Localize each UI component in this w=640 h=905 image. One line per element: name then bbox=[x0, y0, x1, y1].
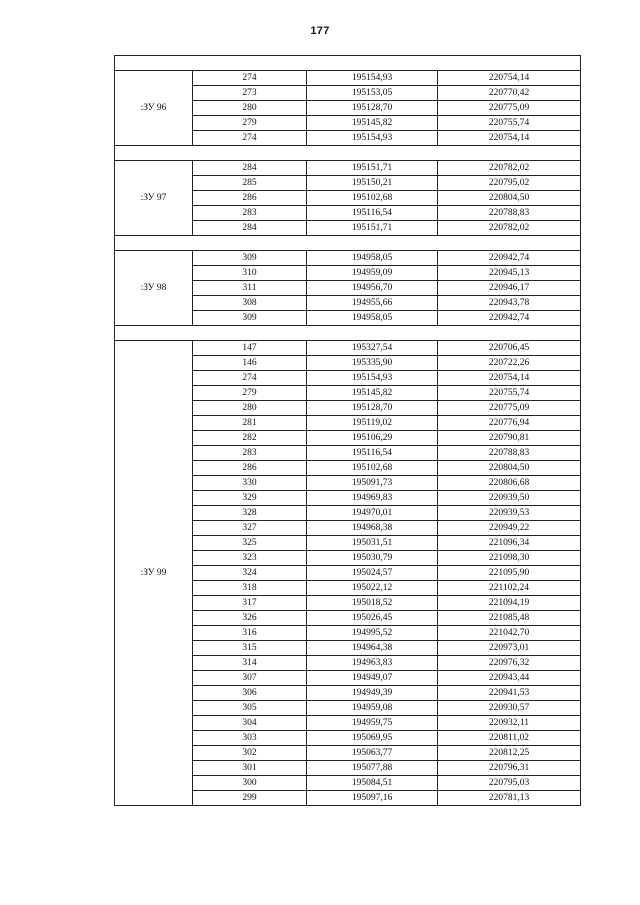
x-coordinate-cell: 195128,70 bbox=[307, 101, 438, 116]
x-coordinate-cell: 194995,52 bbox=[307, 626, 438, 641]
table-row bbox=[115, 71, 581, 86]
point-number-cell: 147 bbox=[193, 341, 307, 356]
point-number-cell: 318 bbox=[193, 581, 307, 596]
point-number-cell: 280 bbox=[193, 401, 307, 416]
y-coordinate-cell: 220795,03 bbox=[438, 776, 581, 791]
separator-cell bbox=[115, 236, 581, 251]
point-number-cell: 326 bbox=[193, 611, 307, 626]
y-coordinate-cell: 220806,68 bbox=[438, 476, 581, 491]
y-coordinate-cell: 220804,50 bbox=[438, 191, 581, 206]
x-coordinate-cell: 194949,07 bbox=[307, 671, 438, 686]
x-coordinate-cell: 195084,51 bbox=[307, 776, 438, 791]
y-coordinate-cell: 220775,09 bbox=[438, 401, 581, 416]
x-coordinate-cell: 194959,75 bbox=[307, 716, 438, 731]
x-coordinate-cell: 195097,16 bbox=[307, 791, 438, 806]
plot-name-cell: :ЗУ 98 bbox=[115, 251, 193, 326]
point-number-cell: 317 bbox=[193, 596, 307, 611]
y-coordinate-cell: 220754,14 bbox=[438, 131, 581, 146]
page-number: 177 bbox=[310, 25, 330, 37]
point-number-cell: 274 bbox=[193, 71, 307, 86]
point-number-cell: 301 bbox=[193, 761, 307, 776]
separator-row bbox=[115, 146, 581, 161]
coordinates-table-body bbox=[115, 56, 581, 806]
y-coordinate-cell: 220811,02 bbox=[438, 731, 581, 746]
y-coordinate-cell: 220949,22 bbox=[438, 521, 581, 536]
point-number-cell: 273 bbox=[193, 86, 307, 101]
coordinates-table bbox=[114, 55, 581, 806]
x-coordinate-cell: 195145,82 bbox=[307, 116, 438, 131]
x-coordinate-cell: 194955,66 bbox=[307, 296, 438, 311]
point-number-cell: 329 bbox=[193, 491, 307, 506]
point-number-cell: 303 bbox=[193, 731, 307, 746]
x-coordinate-cell: 194963,83 bbox=[307, 656, 438, 671]
point-number-cell: 316 bbox=[193, 626, 307, 641]
point-number-cell: 306 bbox=[193, 686, 307, 701]
y-coordinate-cell: 221085,48 bbox=[438, 611, 581, 626]
plot-name-cell: :ЗУ 99 bbox=[115, 341, 193, 806]
y-coordinate-cell: 220775,09 bbox=[438, 101, 581, 116]
x-coordinate-cell: 194968,38 bbox=[307, 521, 438, 536]
point-number-cell: 274 bbox=[193, 371, 307, 386]
y-coordinate-cell: 220722,26 bbox=[438, 356, 581, 371]
y-coordinate-cell: 220939,53 bbox=[438, 506, 581, 521]
x-coordinate-cell: 194958,05 bbox=[307, 251, 438, 266]
x-coordinate-cell: 195151,71 bbox=[307, 161, 438, 176]
point-number-cell: 305 bbox=[193, 701, 307, 716]
point-number-cell: 282 bbox=[193, 431, 307, 446]
y-coordinate-cell: 220706,45 bbox=[438, 341, 581, 356]
y-coordinate-cell: 220782,02 bbox=[438, 221, 581, 236]
table-row bbox=[115, 341, 581, 356]
x-coordinate-cell: 195154,93 bbox=[307, 71, 438, 86]
point-number-cell: 308 bbox=[193, 296, 307, 311]
point-number-cell: 314 bbox=[193, 656, 307, 671]
point-number-cell: 304 bbox=[193, 716, 307, 731]
table-row bbox=[115, 161, 581, 176]
point-number-cell: 330 bbox=[193, 476, 307, 491]
point-number-cell: 310 bbox=[193, 266, 307, 281]
y-coordinate-cell: 220770,42 bbox=[438, 86, 581, 101]
separator-row bbox=[115, 236, 581, 251]
x-coordinate-cell: 195119,02 bbox=[307, 416, 438, 431]
x-coordinate-cell: 195116,54 bbox=[307, 446, 438, 461]
x-coordinate-cell: 194958,05 bbox=[307, 311, 438, 326]
plot-name-cell: :ЗУ 96 bbox=[115, 71, 193, 146]
y-coordinate-cell: 221096,34 bbox=[438, 536, 581, 551]
point-number-cell: 315 bbox=[193, 641, 307, 656]
y-coordinate-cell: 220795,02 bbox=[438, 176, 581, 191]
point-number-cell: 323 bbox=[193, 551, 307, 566]
point-number-cell: 146 bbox=[193, 356, 307, 371]
x-coordinate-cell: 195063,77 bbox=[307, 746, 438, 761]
separator-cell bbox=[115, 56, 581, 71]
y-coordinate-cell: 220942,74 bbox=[438, 251, 581, 266]
point-number-cell: 279 bbox=[193, 386, 307, 401]
y-coordinate-cell: 220788,83 bbox=[438, 446, 581, 461]
point-number-cell: 285 bbox=[193, 176, 307, 191]
x-coordinate-cell: 195145,82 bbox=[307, 386, 438, 401]
x-coordinate-cell: 195018,52 bbox=[307, 596, 438, 611]
x-coordinate-cell: 195327,54 bbox=[307, 341, 438, 356]
separator-row bbox=[115, 56, 581, 71]
y-coordinate-cell: 220754,14 bbox=[438, 71, 581, 86]
y-coordinate-cell: 221094,19 bbox=[438, 596, 581, 611]
point-number-cell: 299 bbox=[193, 791, 307, 806]
x-coordinate-cell: 195031,51 bbox=[307, 536, 438, 551]
y-coordinate-cell: 221102,24 bbox=[438, 581, 581, 596]
x-coordinate-cell: 194964,38 bbox=[307, 641, 438, 656]
point-number-cell: 280 bbox=[193, 101, 307, 116]
y-coordinate-cell: 220788,83 bbox=[438, 206, 581, 221]
x-coordinate-cell: 195024,57 bbox=[307, 566, 438, 581]
y-coordinate-cell: 220804,50 bbox=[438, 461, 581, 476]
x-coordinate-cell: 195153,05 bbox=[307, 86, 438, 101]
y-coordinate-cell: 220942,74 bbox=[438, 311, 581, 326]
point-number-cell: 286 bbox=[193, 461, 307, 476]
x-coordinate-cell: 195069,95 bbox=[307, 731, 438, 746]
x-coordinate-cell: 194949,39 bbox=[307, 686, 438, 701]
x-coordinate-cell: 195030,79 bbox=[307, 551, 438, 566]
x-coordinate-cell: 195102,68 bbox=[307, 191, 438, 206]
y-coordinate-cell: 220939,50 bbox=[438, 491, 581, 506]
x-coordinate-cell: 195106,29 bbox=[307, 431, 438, 446]
point-number-cell: 327 bbox=[193, 521, 307, 536]
y-coordinate-cell: 220943,44 bbox=[438, 671, 581, 686]
table-row bbox=[115, 251, 581, 266]
x-coordinate-cell: 194959,08 bbox=[307, 701, 438, 716]
y-coordinate-cell: 221042,70 bbox=[438, 626, 581, 641]
x-coordinate-cell: 195151,71 bbox=[307, 221, 438, 236]
point-number-cell: 309 bbox=[193, 311, 307, 326]
point-number-cell: 284 bbox=[193, 161, 307, 176]
y-coordinate-cell: 220812,25 bbox=[438, 746, 581, 761]
y-coordinate-cell: 220796,31 bbox=[438, 761, 581, 776]
x-coordinate-cell: 195077,88 bbox=[307, 761, 438, 776]
y-coordinate-cell: 220776,94 bbox=[438, 416, 581, 431]
y-coordinate-cell: 220781,13 bbox=[438, 791, 581, 806]
y-coordinate-cell: 220973,01 bbox=[438, 641, 581, 656]
x-coordinate-cell: 195022,12 bbox=[307, 581, 438, 596]
point-number-cell: 325 bbox=[193, 536, 307, 551]
plot-name-cell: :ЗУ 97 bbox=[115, 161, 193, 236]
point-number-cell: 283 bbox=[193, 206, 307, 221]
point-number-cell: 274 bbox=[193, 131, 307, 146]
x-coordinate-cell: 195091,73 bbox=[307, 476, 438, 491]
x-coordinate-cell: 195154,93 bbox=[307, 371, 438, 386]
x-coordinate-cell: 195128,70 bbox=[307, 401, 438, 416]
x-coordinate-cell: 194969,83 bbox=[307, 491, 438, 506]
point-number-cell: 309 bbox=[193, 251, 307, 266]
point-number-cell: 324 bbox=[193, 566, 307, 581]
y-coordinate-cell: 220941,53 bbox=[438, 686, 581, 701]
x-coordinate-cell: 195335,90 bbox=[307, 356, 438, 371]
y-coordinate-cell: 220755,74 bbox=[438, 116, 581, 131]
y-coordinate-cell: 220782,02 bbox=[438, 161, 581, 176]
point-number-cell: 302 bbox=[193, 746, 307, 761]
y-coordinate-cell: 220932,11 bbox=[438, 716, 581, 731]
x-coordinate-cell: 195150,21 bbox=[307, 176, 438, 191]
point-number-cell: 328 bbox=[193, 506, 307, 521]
point-number-cell: 281 bbox=[193, 416, 307, 431]
separator-cell bbox=[115, 326, 581, 341]
y-coordinate-cell: 221098,30 bbox=[438, 551, 581, 566]
y-coordinate-cell: 220790,81 bbox=[438, 431, 581, 446]
point-number-cell: 300 bbox=[193, 776, 307, 791]
y-coordinate-cell: 220755,74 bbox=[438, 386, 581, 401]
x-coordinate-cell: 195116,54 bbox=[307, 206, 438, 221]
x-coordinate-cell: 194959,09 bbox=[307, 266, 438, 281]
x-coordinate-cell: 195154,93 bbox=[307, 131, 438, 146]
x-coordinate-cell: 195102,68 bbox=[307, 461, 438, 476]
point-number-cell: 279 bbox=[193, 116, 307, 131]
point-number-cell: 283 bbox=[193, 446, 307, 461]
x-coordinate-cell: 194970,01 bbox=[307, 506, 438, 521]
point-number-cell: 311 bbox=[193, 281, 307, 296]
x-coordinate-cell: 194956,70 bbox=[307, 281, 438, 296]
y-coordinate-cell: 220943,78 bbox=[438, 296, 581, 311]
x-coordinate-cell: 195026,45 bbox=[307, 611, 438, 626]
point-number-cell: 286 bbox=[193, 191, 307, 206]
separator-cell bbox=[115, 146, 581, 161]
y-coordinate-cell: 220945,13 bbox=[438, 266, 581, 281]
y-coordinate-cell: 220976,32 bbox=[438, 656, 581, 671]
y-coordinate-cell: 220754,14 bbox=[438, 371, 581, 386]
separator-row bbox=[115, 326, 581, 341]
y-coordinate-cell: 220946,17 bbox=[438, 281, 581, 296]
y-coordinate-cell: 221095,90 bbox=[438, 566, 581, 581]
point-number-cell: 307 bbox=[193, 671, 307, 686]
point-number-cell: 284 bbox=[193, 221, 307, 236]
y-coordinate-cell: 220930,57 bbox=[438, 701, 581, 716]
